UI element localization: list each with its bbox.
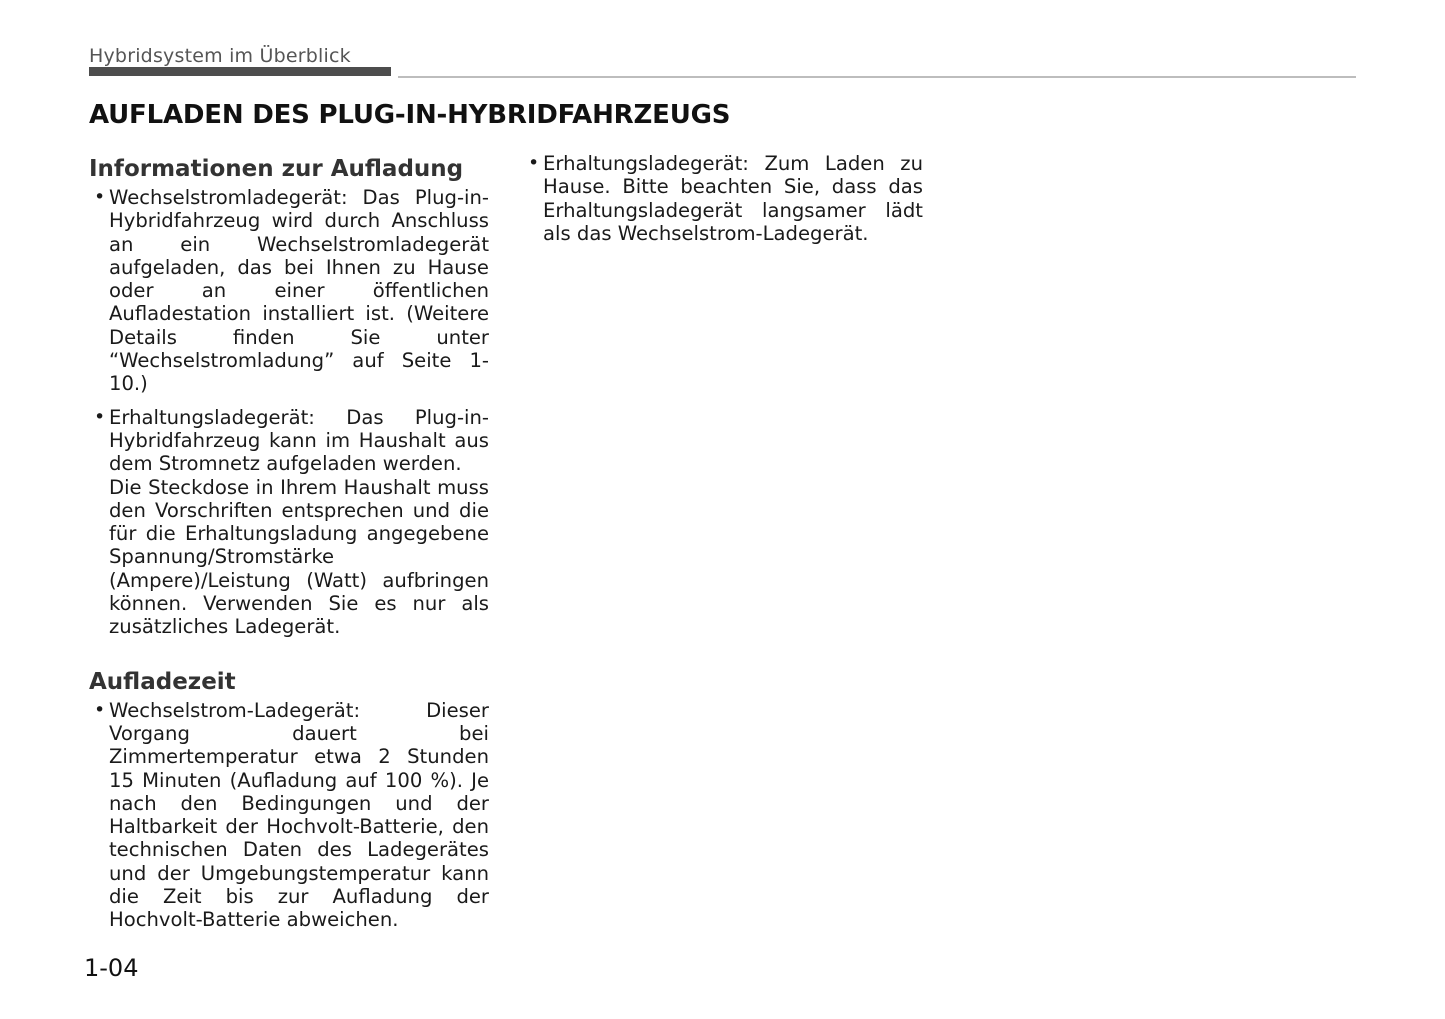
list-item-text: Erhaltungsladegerät: Das Plug-in-Hybridfahrzeug kann im Haushalt aus dem Stromnetz aufgeladen werden.	[109, 405, 489, 476]
right-column	[523, 152, 923, 255]
page-title: AUFLADEN DES PLUG-IN-HYBRIDFAHRZEUGS	[89, 100, 731, 130]
list-item-text: Erhaltungsladegerät: Zum Laden zu Hause. Bitte beachten Sie, dass das Erhaltungsladegerät langsamer lädt als das Wechselstrom-Ladegerät.	[543, 152, 923, 245]
list-item-wechselstrom-ladegeraet	[89, 699, 489, 932]
section-heading-informationen: Informationen zur Aufladung	[89, 156, 464, 182]
section-heading-aufladezeit: Aufladezeit	[89, 668, 236, 695]
list-item-erhaltungsladegeraet	[89, 406, 489, 639]
running-header: Hybridsystem im Überblick	[89, 45, 351, 67]
list-item-text: Wechselstrom-Ladegerät: Dieser Vorgang dauert bei Zimmertemperatur etwa 2 Stunden 15 Minuten (Aufladung auf 100 %). Je nach den Bedingungen und der Haltbarkeit der Hochvolt-Batterie, den technischen Daten des Ladegerätes und der Umgebungstemperatur kann die Zeit bis zur Aufladung der Hochvolt-Batterie abweichen.	[109, 698, 489, 932]
bullet-icon: •	[528, 152, 540, 174]
header-bar-dark	[89, 67, 391, 76]
page-number: 1-04	[84, 954, 139, 982]
bullet-icon: •	[94, 698, 106, 721]
bullet-icon: •	[94, 405, 106, 428]
bullet-icon: •	[94, 186, 106, 208]
list-item-wechselstromladegeraet	[89, 186, 489, 396]
header-rule	[398, 76, 1356, 78]
list-item-text: Wechselstromladegerät: Das Plug-in-Hybridfahrzeug wird durch Anschluss an ein Wechselstromladegerät aufgeladen, das bei Ihnen zu Hause oder an einer öffentlichen Aufladestation installiert ist. (Weitere Details finden Sie unter “Wechselstromladung” auf Seite 1-10.)	[109, 186, 489, 396]
left-column	[89, 152, 489, 942]
list-item-erhaltungsladegeraet-zeit	[523, 152, 923, 245]
list-item-extra-text: Die Steckdose in Ihrem Haushalt muss den Vorschriften entsprechen und die für die Erhaltungsladung angegebene Spannung/Stromstärke (Ampere)/Leistung (Watt) aufbringen können. Verwenden Sie es nur als zusätzliches Ladegerät.	[109, 475, 489, 639]
